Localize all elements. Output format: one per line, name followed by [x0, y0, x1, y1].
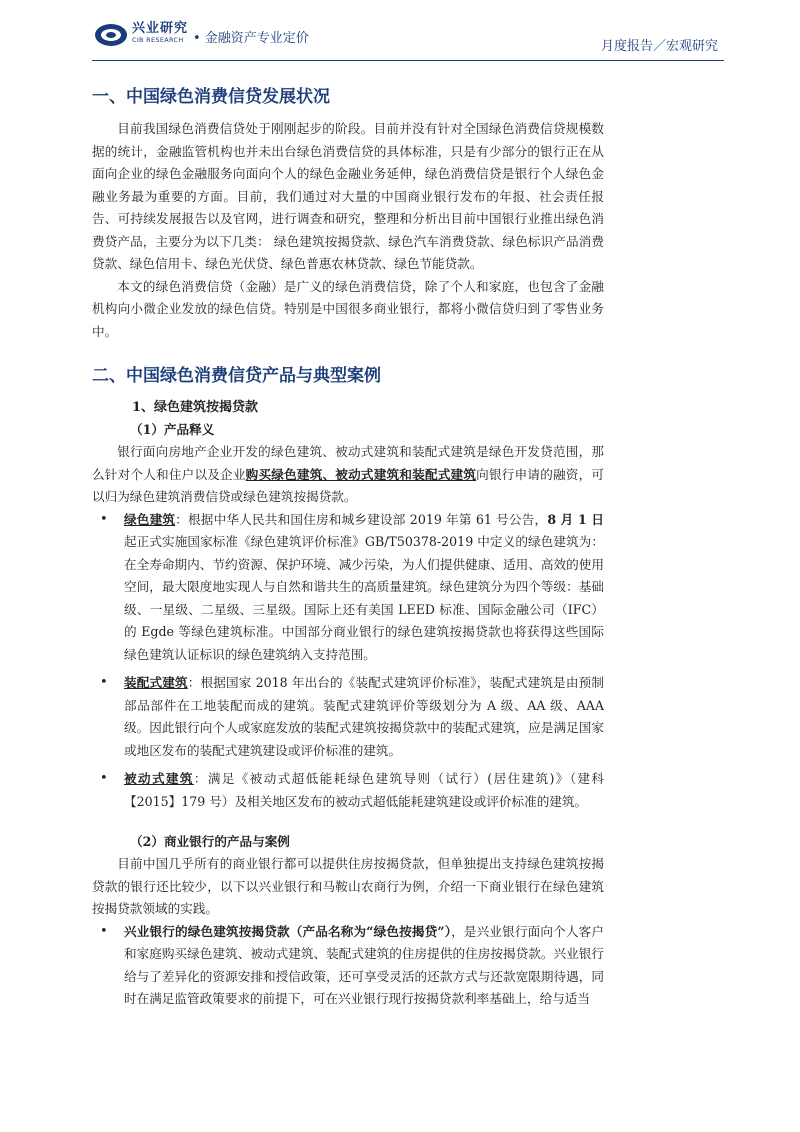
section-1-paragraph-1: 目前我国绿色消费信贷处于刚刚起步的阶段。目前并没有针对全国绿色消费信贷规模数据的统计，金融监管机构也并未出台绿色消费信贷的具体标准，只是有少部分的银行正在从面向企业的绿色金融服务向面向个人的绿色金融业务延伸，绿色消费信贷是银行个人绿色金融业务最为重要的方面。目前，我们通过对大量的中国商业银行发布的年报、社会责任报告、可持续发展报告以及官网，进行调查和研究，整理和分析出目前中国银行业推出绿色消费贷产品，主要分为以下几类： 绿色建筑按揭贷款、绿色汽车消费贷款、绿色标识产品消费贷款、绿色信用卡、绿色光伏贷、绿色普惠农林贷款、绿色节能贷款。 [92, 121, 604, 271]
subsection-item-title: （1）产品释义 [130, 422, 215, 437]
definition-list [92, 509, 604, 814]
bullet-icon: • [100, 511, 108, 527]
section-1-paragraph-2: 本文的绿色消费信贷（金融）是广义的绿色消费信贷，除了个人和家庭，也包含了金融机构向小微企业发放的绿色信贷。特别是中国很多商业银行，都将小微信贷归到了零售业务中。 [92, 278, 604, 339]
section-1-title: 一、中国绿色消费信贷发展状况 [92, 87, 330, 107]
case-list [92, 921, 604, 1011]
definition-text: 起正式实施国家标准《绿色建筑评价标准》GB/T50378-2019 中定义的绿色建筑为：在全寿命期内、节约资源、保护环境、减少污染，为人们提供健康、适用、高效的使用空间，最大限度地实现人与自然和谐共生的高质量建筑。绿色建筑分为四个等级：基础级、一星级、二星级、三星级。国际上还有美国 LEED 标准、国际金融公司（IFC）的 Egde 等绿色建筑标准。中国部分商业银行的绿色建筑按揭贷款也将获得这些国际绿色建筑认证标识的绿色建筑纳入支持范围。 [124, 534, 604, 662]
definition-item [92, 509, 604, 667]
definition-item [92, 672, 604, 762]
bullet-icon: • [100, 923, 108, 939]
bullet-icon: • [100, 675, 108, 690]
case-title: 兴业银行的绿色建筑按揭贷款（产品名称为“绿色按揭贷”） [124, 923, 452, 939]
subsection-item-title: （2）商业银行的产品与案例 [130, 834, 290, 849]
definition-item [92, 768, 604, 813]
emphasis-date: 8 月 1 日 [547, 511, 605, 527]
cib-logo-icon [94, 22, 128, 48]
definition-term: 装配式建筑 [124, 675, 188, 690]
product-definition-paragraph [92, 441, 604, 509]
definition-term: 绿色建筑 [124, 511, 176, 527]
definition-text: ：根据中华人民共和国住房和城乡建设部 2019 年第 61 号公告， [175, 511, 548, 527]
definition-text: ：根据国家 2018 年出台的《装配式建筑评价标准》，装配式建筑是由预制部品部件在工地装配而成的建筑。装配式建筑评价等级划分为 A 级、AA 级、AAA 级。因此银行向个人或家庭发放的装配式建筑按揭贷款中的装配式建筑，应是满足国家或地区发布的装配式建筑建设或评价标准的建筑。 [124, 675, 604, 758]
definition-text: ：满足《被动式超低能耗绿色建筑导则（试行）(居住建筑)》（建科【2015】179 号）及相关地区发布的被动式超低能耗建筑建设或评价标准的建筑。 [124, 771, 605, 809]
section-2-title: 二、中国绿色消费信贷产品与典型案例 [92, 366, 381, 386]
header-tagline: • 金融资产专业定价 [193, 31, 309, 46]
case-item [92, 921, 604, 1011]
text-segment: 银行面向房地产企业开发的绿色建筑、被动式建筑和装配式建筑是绿色开发贷范围，那么针对个人和住户以及企业 [92, 444, 604, 482]
header-divider [92, 60, 724, 61]
page-header [0, 0, 800, 62]
document-body [92, 86, 604, 1011]
bullet-icon: • [100, 771, 108, 786]
case-text: ，是兴业银行面向个人客户和家庭购买绿色建筑、被动式建筑、装配式建筑的住房提供的住房按揭贷款。兴业银行给与了差异化的资源安排和授信政策，还可享受灵活的还款方式与还款宽限期待遇，同时在满足监管政策要求的前提下，可在兴业银行现行按揭贷款利率基础上，给与适当 [124, 923, 604, 1006]
text-segment: 向银行申请的融资，可以归为绿色建筑消费信贷或绿色建筑按揭贷款。 [92, 466, 605, 504]
bank-practice-paragraph: 目前中国几乎所有的商业银行都可以提供住房按揭贷款，但单独提出支持绿色建筑按揭贷款的银行还比较少，以下以兴业银行和马鞍山农商行为例，介绍一下商业银行在绿色建筑按揭贷款领域的实践。 [92, 856, 604, 916]
brand [132, 21, 188, 45]
subsection-title: 1、绿色建筑按揭贷款 [132, 400, 259, 415]
definition-term: 被动式建筑 [124, 771, 194, 786]
brand-name-cn: 兴业研究 [132, 21, 189, 36]
emphasis-text: 购买绿色建筑、被动式建筑和装配式建筑 [245, 466, 477, 482]
report-type: 月度报告／宏观研究 [600, 39, 718, 54]
brand-name-en: CIB RESEARCH [132, 36, 184, 44]
